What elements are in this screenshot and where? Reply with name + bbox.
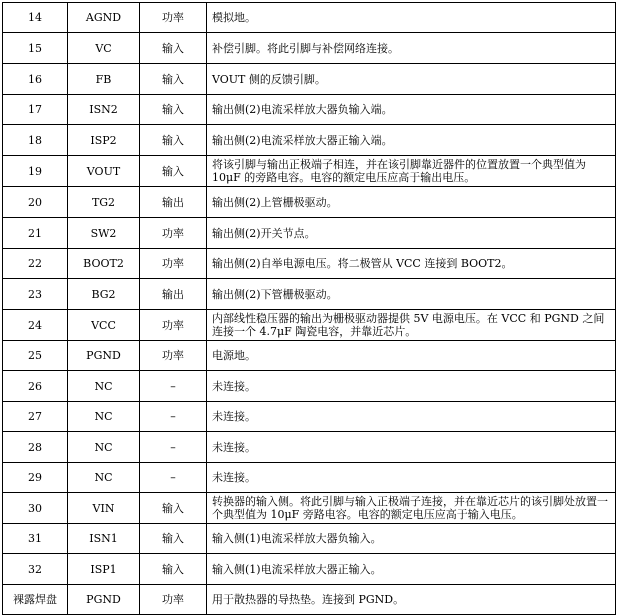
pin-type: 输入 bbox=[140, 33, 207, 64]
pin-number: 15 bbox=[3, 33, 68, 64]
pin-description: 输入侧(1)电流采样放大器负输入。 bbox=[207, 524, 616, 554]
pin-number: 21 bbox=[3, 218, 68, 249]
pin-description: 电源地。 bbox=[207, 341, 616, 371]
pin-name: ISP1 bbox=[68, 554, 140, 585]
pin-type: 功率 bbox=[140, 3, 207, 33]
pin-description: 未连接。 bbox=[207, 432, 616, 463]
pin-number: 14 bbox=[3, 3, 68, 33]
table-row bbox=[3, 371, 616, 402]
pin-number: 裸露焊盘 bbox=[3, 585, 68, 615]
table-row bbox=[3, 249, 616, 279]
pin-number: 29 bbox=[3, 463, 68, 493]
pin-name: VCC bbox=[68, 310, 140, 341]
pin-number: 22 bbox=[3, 249, 68, 279]
pin-description: 未连接。 bbox=[207, 371, 616, 402]
pin-name: NC bbox=[68, 371, 140, 402]
pin-description: 输出侧(2)上管栅极驱动。 bbox=[207, 187, 616, 218]
pin-type: 输出 bbox=[140, 187, 207, 218]
pin-number: 25 bbox=[3, 341, 68, 371]
table-row bbox=[3, 95, 616, 125]
pin-name: SW2 bbox=[68, 218, 140, 249]
pin-number: 31 bbox=[3, 524, 68, 554]
table-row bbox=[3, 310, 616, 341]
table-row bbox=[3, 432, 616, 463]
pin-number: 18 bbox=[3, 125, 68, 156]
pin-description: 未连接。 bbox=[207, 463, 616, 493]
table-row bbox=[3, 279, 616, 310]
pin-type: 功率 bbox=[140, 341, 207, 371]
pin-name: VC bbox=[68, 33, 140, 64]
pin-type: 输入 bbox=[140, 156, 207, 187]
pin-number: 30 bbox=[3, 493, 68, 524]
pin-type: – bbox=[140, 371, 207, 402]
pin-description: 内部线性稳压器的输出为栅极驱动器提供 5V 电源电压。在 VCC 和 PGND 之间连接一个 4.7μF 陶瓷电容，并靠近芯片。 bbox=[207, 310, 616, 341]
pin-type: 功率 bbox=[140, 310, 207, 341]
table-row bbox=[3, 554, 616, 585]
pin-name: NC bbox=[68, 432, 140, 463]
pin-number: 28 bbox=[3, 432, 68, 463]
pin-name: ISN2 bbox=[68, 95, 140, 125]
pin-type: 输入 bbox=[140, 125, 207, 156]
pin-description: 模拟地。 bbox=[207, 3, 616, 33]
table-row bbox=[3, 463, 616, 493]
pin-type: 输出 bbox=[140, 279, 207, 310]
pin-number: 20 bbox=[3, 187, 68, 218]
pin-number: 19 bbox=[3, 156, 68, 187]
pin-name: VIN bbox=[68, 493, 140, 524]
pin-number: 27 bbox=[3, 402, 68, 432]
pin-number: 26 bbox=[3, 371, 68, 402]
pin-description: 输入侧(1)电流采样放大器正输入。 bbox=[207, 554, 616, 585]
pin-description: 补偿引脚。将此引脚与补偿网络连接。 bbox=[207, 33, 616, 64]
pin-name: ISN1 bbox=[68, 524, 140, 554]
table-row bbox=[3, 341, 616, 371]
pin-number: 32 bbox=[3, 554, 68, 585]
table-row bbox=[3, 33, 616, 64]
pin-type: 功率 bbox=[140, 585, 207, 615]
table-row bbox=[3, 493, 616, 524]
table-row bbox=[3, 187, 616, 218]
pin-description: 输出侧(2)下管栅极驱动。 bbox=[207, 279, 616, 310]
pin-type: – bbox=[140, 463, 207, 493]
pin-name: NC bbox=[68, 463, 140, 493]
pin-number: 17 bbox=[3, 95, 68, 125]
pin-type: 功率 bbox=[140, 218, 207, 249]
pin-number: 23 bbox=[3, 279, 68, 310]
pin-type: 功率 bbox=[140, 249, 207, 279]
table-row bbox=[3, 402, 616, 432]
pin-name: TG2 bbox=[68, 187, 140, 218]
pin-type: 输入 bbox=[140, 64, 207, 95]
pin-description: 输出侧(2)开关节点。 bbox=[207, 218, 616, 249]
table-row bbox=[3, 3, 616, 33]
pin-name: PGND bbox=[68, 585, 140, 615]
table-row bbox=[3, 218, 616, 249]
pin-description: 将该引脚与输出正极端子相连，并在该引脚靠近器件的位置放置一个典型值为 10μF 的旁路电容。电容的额定电压应高于输出电压。 bbox=[207, 156, 616, 187]
table-row bbox=[3, 64, 616, 95]
pin-name: BOOT2 bbox=[68, 249, 140, 279]
pin-name: NC bbox=[68, 402, 140, 432]
pin-description: 未连接。 bbox=[207, 402, 616, 432]
pin-table-body bbox=[3, 3, 616, 615]
pin-description-table bbox=[2, 2, 616, 615]
pin-description: 输出侧(2)自举电源电压。将二极管从 VCC 连接到 BOOT2。 bbox=[207, 249, 616, 279]
pin-number: 16 bbox=[3, 64, 68, 95]
pin-type: – bbox=[140, 432, 207, 463]
pin-number: 24 bbox=[3, 310, 68, 341]
pin-description: 用于散热器的导热垫。连接到 PGND。 bbox=[207, 585, 616, 615]
pin-type: 输入 bbox=[140, 524, 207, 554]
pin-type: 输入 bbox=[140, 95, 207, 125]
table-row bbox=[3, 125, 616, 156]
pin-type: 输入 bbox=[140, 554, 207, 585]
pin-name: ISP2 bbox=[68, 125, 140, 156]
table-row bbox=[3, 524, 616, 554]
pin-name: VOUT bbox=[68, 156, 140, 187]
pin-description: VOUT 侧的反馈引脚。 bbox=[207, 64, 616, 95]
pin-description: 输出侧(2)电流采样放大器负输入端。 bbox=[207, 95, 616, 125]
pin-description: 输出侧(2)电流采样放大器正输入端。 bbox=[207, 125, 616, 156]
pin-name: BG2 bbox=[68, 279, 140, 310]
pin-type: 输入 bbox=[140, 493, 207, 524]
table-row bbox=[3, 156, 616, 187]
table-row bbox=[3, 585, 616, 615]
pin-description: 转换器的输入侧。将此引脚与输入正极端子连接，并在靠近芯片的该引脚处放置一个典型值为 10μF 旁路电容。电容的额定电压应高于输入电压。 bbox=[207, 493, 616, 524]
pin-name: AGND bbox=[68, 3, 140, 33]
pin-name: PGND bbox=[68, 341, 140, 371]
pin-name: FB bbox=[68, 64, 140, 95]
pin-type: – bbox=[140, 402, 207, 432]
